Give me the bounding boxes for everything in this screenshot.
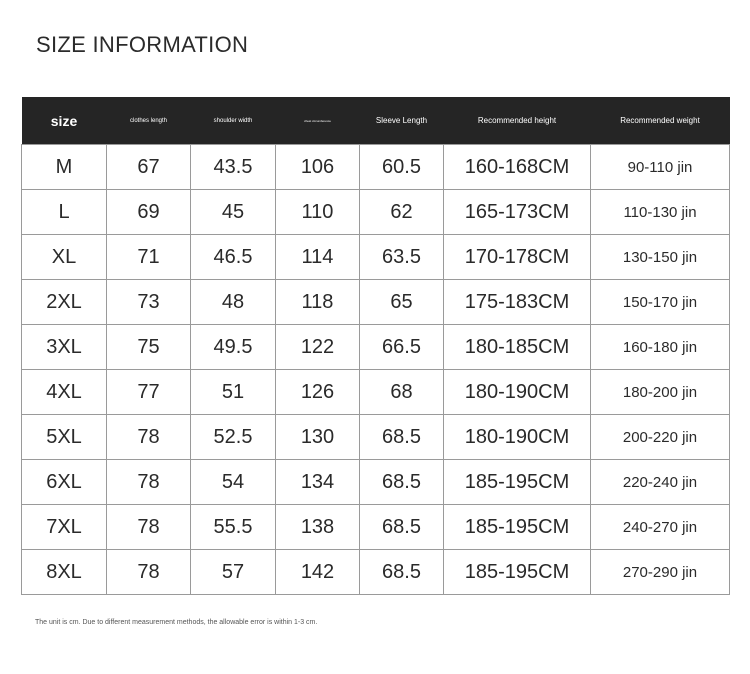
cell-chest: 110 — [276, 190, 360, 235]
cell-chest: 134 — [276, 460, 360, 505]
cell-size: 2XL — [22, 280, 107, 325]
cell-sleeve-length: 63.5 — [360, 235, 444, 280]
header-chest-circumference: chest circumference — [276, 97, 360, 145]
cell-height: 180-185CM — [444, 325, 591, 370]
cell-weight: 220-240 jin — [591, 460, 730, 505]
cell-shoulder-width: 55.5 — [191, 505, 276, 550]
table-row — [22, 415, 730, 460]
table-row — [22, 550, 730, 595]
header-size: size — [22, 97, 107, 145]
table-row — [22, 505, 730, 550]
cell-height: 180-190CM — [444, 370, 591, 415]
cell-sleeve-length: 62 — [360, 190, 444, 235]
cell-clothes-length: 73 — [107, 280, 191, 325]
cell-size: 4XL — [22, 370, 107, 415]
cell-chest: 142 — [276, 550, 360, 595]
cell-weight: 160-180 jin — [591, 325, 730, 370]
cell-clothes-length: 67 — [107, 145, 191, 190]
cell-shoulder-width: 54 — [191, 460, 276, 505]
cell-height: 180-190CM — [444, 415, 591, 460]
cell-weight: 150-170 jin — [591, 280, 730, 325]
cell-height: 170-178CM — [444, 235, 591, 280]
cell-height: 160-168CM — [444, 145, 591, 190]
cell-weight: 200-220 jin — [591, 415, 730, 460]
cell-weight: 90-110 jin — [591, 145, 730, 190]
table-row — [22, 145, 730, 190]
cell-weight: 110-130 jin — [591, 190, 730, 235]
cell-sleeve-length: 66.5 — [360, 325, 444, 370]
cell-clothes-length: 69 — [107, 190, 191, 235]
cell-clothes-length: 71 — [107, 235, 191, 280]
cell-size: XL — [22, 235, 107, 280]
cell-height: 185-195CM — [444, 505, 591, 550]
header-recommended-height: Recommended height — [444, 97, 591, 145]
cell-chest: 138 — [276, 505, 360, 550]
header-shoulder-width: shoulder width — [191, 97, 276, 145]
footnote: The unit is cm. Due to different measurement methods, the allowable error is within 1-3 cm. — [35, 619, 318, 626]
cell-chest: 118 — [276, 280, 360, 325]
cell-shoulder-width: 43.5 — [191, 145, 276, 190]
cell-clothes-length: 78 — [107, 550, 191, 595]
cell-size: 7XL — [22, 505, 107, 550]
cell-size: 3XL — [22, 325, 107, 370]
table-row — [22, 325, 730, 370]
table-row — [22, 190, 730, 235]
cell-clothes-length: 75 — [107, 325, 191, 370]
cell-chest: 126 — [276, 370, 360, 415]
cell-weight: 180-200 jin — [591, 370, 730, 415]
cell-chest: 122 — [276, 325, 360, 370]
cell-size: L — [22, 190, 107, 235]
cell-clothes-length: 78 — [107, 460, 191, 505]
table-row — [22, 280, 730, 325]
header-clothes-length: clothes length — [107, 97, 191, 145]
cell-sleeve-length: 68.5 — [360, 550, 444, 595]
table-row — [22, 370, 730, 415]
cell-sleeve-length: 68.5 — [360, 505, 444, 550]
cell-height: 185-195CM — [444, 550, 591, 595]
cell-clothes-length: 77 — [107, 370, 191, 415]
cell-sleeve-length: 68.5 — [360, 460, 444, 505]
header-recommended-weight: Recommended weight — [591, 97, 730, 145]
cell-sleeve-length: 68.5 — [360, 415, 444, 460]
size-table — [21, 97, 730, 595]
header-sleeve-length: Sleeve Length — [360, 97, 444, 145]
table-row — [22, 460, 730, 505]
cell-clothes-length: 78 — [107, 505, 191, 550]
cell-height: 185-195CM — [444, 460, 591, 505]
cell-chest: 130 — [276, 415, 360, 460]
cell-chest: 114 — [276, 235, 360, 280]
cell-shoulder-width: 51 — [191, 370, 276, 415]
cell-sleeve-length: 65 — [360, 280, 444, 325]
cell-shoulder-width: 49.5 — [191, 325, 276, 370]
cell-chest: 106 — [276, 145, 360, 190]
cell-shoulder-width: 45 — [191, 190, 276, 235]
cell-weight: 240-270 jin — [591, 505, 730, 550]
table-header-row — [22, 97, 730, 145]
cell-size: 6XL — [22, 460, 107, 505]
cell-weight: 270-290 jin — [591, 550, 730, 595]
page-title: SIZE INFORMATION — [36, 32, 249, 57]
cell-height: 175-183CM — [444, 280, 591, 325]
cell-size: 5XL — [22, 415, 107, 460]
cell-weight: 130-150 jin — [591, 235, 730, 280]
cell-shoulder-width: 48 — [191, 280, 276, 325]
cell-sleeve-length: 60.5 — [360, 145, 444, 190]
cell-size: 8XL — [22, 550, 107, 595]
table-row — [22, 235, 730, 280]
cell-height: 165-173CM — [444, 190, 591, 235]
cell-shoulder-width: 57 — [191, 550, 276, 595]
cell-shoulder-width: 52.5 — [191, 415, 276, 460]
cell-clothes-length: 78 — [107, 415, 191, 460]
cell-size: M — [22, 145, 107, 190]
cell-sleeve-length: 68 — [360, 370, 444, 415]
cell-shoulder-width: 46.5 — [191, 235, 276, 280]
